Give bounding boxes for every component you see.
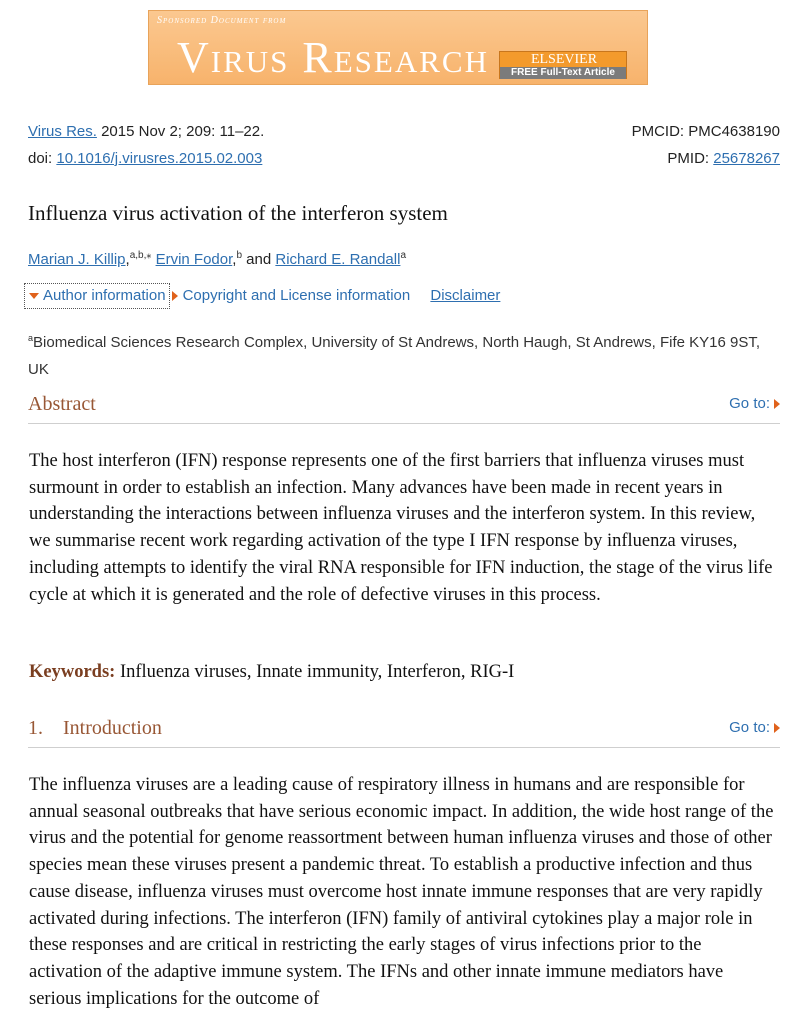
author-sep: and xyxy=(242,251,276,268)
keywords-label: Keywords: xyxy=(29,662,116,682)
author-sep: , xyxy=(232,251,237,268)
introduction-heading: 1. Introduction xyxy=(28,717,162,739)
pmcid: PMCID: PMC4638190 xyxy=(631,123,780,140)
abstract-heading: Abstract xyxy=(28,393,96,415)
abstract-goto[interactable] xyxy=(729,395,780,412)
author-link[interactable]: Ervin Fodor xyxy=(155,251,233,268)
author-affil-sup: b xyxy=(236,250,242,261)
doi-link[interactable]: 10.1016/j.virusres.2015.02.003 xyxy=(56,150,263,167)
pmid-label: PMID: xyxy=(667,150,714,167)
elsevier-name: ELSEVIER xyxy=(530,52,598,67)
introduction-goto[interactable] xyxy=(729,719,780,736)
keywords-text: Influenza viruses, Innate immunity, Interferon, RIG-I xyxy=(115,662,515,682)
author-list xyxy=(28,245,406,271)
copyright-license-link[interactable]: Copyright and License information xyxy=(182,287,411,304)
pmid-link[interactable]: 25678267 xyxy=(713,150,780,167)
collapsed-triangle-icon xyxy=(172,291,178,301)
journal-link[interactable]: Virus Res. xyxy=(28,123,97,140)
doi-line xyxy=(28,149,262,169)
goto-label: Go to: xyxy=(729,719,770,736)
keywords-line xyxy=(29,662,514,683)
affiliation xyxy=(28,325,768,383)
citation-details: 2015 Nov 2; 209: 11–22. xyxy=(96,123,265,140)
article-title: Influenza virus activation of the interferon system xyxy=(28,201,448,225)
elsevier-badge xyxy=(499,51,627,79)
author-affil-sup: a xyxy=(400,250,406,261)
abstract-text: The host interferon (IFN) response represents one of the first barriers that influenza viruses must surmount in order to establish an infection. Many advances have been made in recent years in understanding the interactions between influenza viruses and the interferon system. In this review, we summarise recent work regarding activation of the type I IFN response by influenza viruses, including attempts to identify the viral RNA responsible for IFN induction, the stage of the virus life cycle at which it is generated and the role of defective viruses in this process. xyxy=(29,451,773,605)
disclaimer-link[interactable]: Disclaimer xyxy=(430,287,501,304)
author-affil-sup: a,b,⁎ xyxy=(129,250,152,261)
author-sep: , xyxy=(125,251,130,268)
affiliation-sup: a xyxy=(28,333,34,343)
author-information-label: Author information xyxy=(43,287,166,304)
goto-arrow-icon xyxy=(774,723,780,733)
goto-arrow-icon xyxy=(774,399,780,409)
article-info-links xyxy=(24,283,500,309)
citation-line xyxy=(28,122,264,142)
expand-triangle-icon xyxy=(29,293,39,299)
affiliation-text: Biomedical Sciences Research Complex, University of St Andrews, North Haugh, St Andrews, Fife KY16 9ST, UK xyxy=(28,334,761,378)
pmid-line xyxy=(667,149,780,169)
abstract-header xyxy=(28,391,780,424)
sponsored-label: Sponsored Document from xyxy=(157,15,287,26)
journal-logo-text: Virus Research xyxy=(177,33,489,82)
author-link[interactable]: Richard E. Randall xyxy=(275,251,401,268)
journal-banner[interactable] xyxy=(148,10,648,85)
goto-label: Go to: xyxy=(729,395,770,412)
introduction-text: The influenza viruses are a leading cause of respiratory illness in humans and are responsible for annual seasonal outbreaks that have serious economic impact. In addition, the wide host range of the virus and the potential for genome reassortment between human influenza viruses and those of other species mean these viruses present a pandemic threat. To establish a productive infection and thus cause disease, influenza viruses must overcome host innate immune responses that are very rapidly activated during infections. The interferon (IFN) family of antiviral cytokines play a major role in these responses and are critical in restricting the early stages of virus infections prior to the activation of the adaptive immune system. The IFNs and other innate immune mediators have serious implications for the outcome of xyxy=(29,775,774,1009)
free-article-badge: FREE Full-Text Article xyxy=(500,67,626,79)
doi-label: doi: xyxy=(28,150,57,167)
author-information-toggle[interactable] xyxy=(24,283,170,309)
article-page xyxy=(14,0,786,1009)
introduction-header xyxy=(28,715,780,748)
author-link[interactable]: Marian J. Killip xyxy=(28,251,126,268)
